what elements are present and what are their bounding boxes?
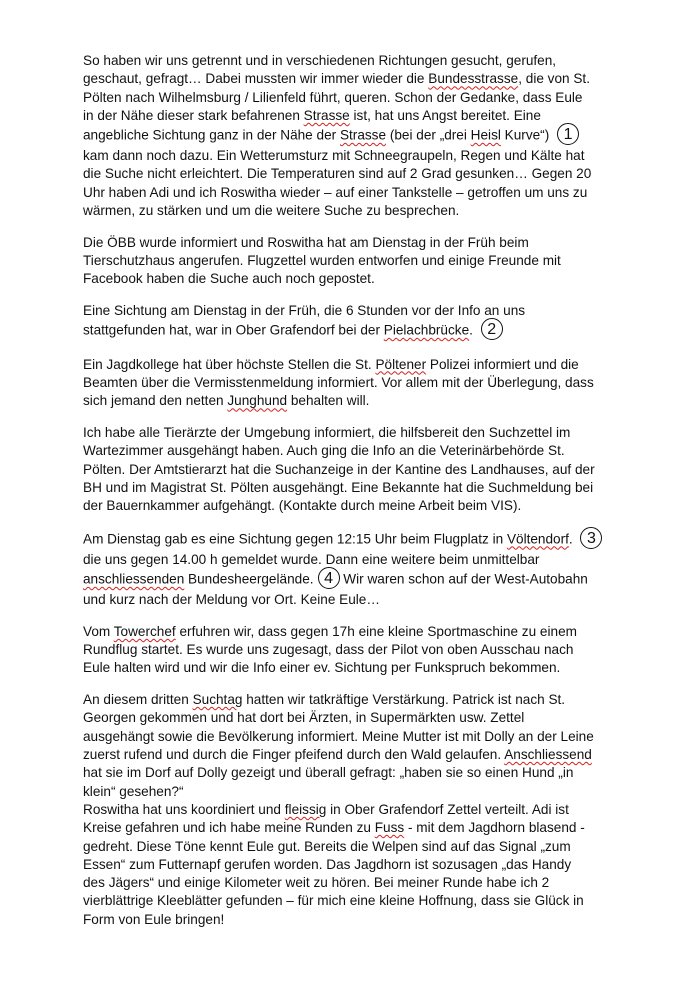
text-line <box>83 424 623 442</box>
text-line <box>83 746 623 764</box>
spellcheck-flagged-word: Pöltener <box>375 356 427 372</box>
text-line <box>83 184 623 202</box>
text-line <box>83 165 623 183</box>
text-line <box>83 479 623 497</box>
text-line <box>83 320 623 342</box>
paragraph <box>83 356 623 411</box>
text-run: und kurz nach der Meldung vor Ort. Keine Eule… <box>83 592 380 608</box>
text-line <box>83 856 623 874</box>
spellcheck-flagged-word: Völtendorf <box>506 531 569 547</box>
text-run: zuerst rufend und durch die Finger pfeifend durch den Wald gelaufen. <box>83 747 505 763</box>
text-line <box>83 911 623 929</box>
text-line <box>83 874 623 892</box>
text-run: . <box>568 531 577 547</box>
text-line <box>83 529 623 551</box>
text-line <box>83 728 623 746</box>
text-line <box>83 819 623 837</box>
paragraph <box>83 691 623 801</box>
text-line <box>83 709 623 727</box>
text-line <box>83 497 623 515</box>
paragraph <box>83 234 623 289</box>
text-run: stattgefunden hat, war in Ober Grafendorf bei der <box>83 322 384 338</box>
text-run: - mit dem Jagdhorn blasend - <box>404 820 585 836</box>
text-run: Form von Eule bringen! <box>83 911 225 927</box>
text-run: Pölten. Der Amtstierarzt hat die Suchanzeige in der Kantine des Landhauses, auf der <box>83 461 595 477</box>
text-line <box>83 70 623 88</box>
spellcheck-flagged-word: Anschliessend <box>504 747 592 763</box>
text-line <box>83 691 623 709</box>
text-run: Uhr haben Adi und ich Roswitha wieder – auf einer Tankstelle – getroffen um uns zu <box>83 184 588 200</box>
text-run: Rundflug startet. Es wurde uns zugesagt, dass der Pilot von oben Ausschau nach <box>83 642 574 658</box>
text-run: vierblättrige Kleeblätter gefunden – für mich eine kleine Hoffnung, dass sie Glück in <box>83 893 584 909</box>
text-run: (bei der „drei <box>386 127 471 143</box>
text-line <box>83 783 623 801</box>
text-run: Facebook haben die Suche auch noch gepostet. <box>83 271 375 287</box>
text-run: die uns gegen 14.00 h gemeldet wurde. Dann eine weitere beim unmittelbar <box>83 551 540 567</box>
text-line <box>83 392 623 410</box>
text-run: Kurve“) <box>500 127 554 143</box>
text-run: wärmen, zu stärken und um die weitere Suche zu besprechen. <box>83 203 460 219</box>
text-line <box>83 461 623 479</box>
text-line <box>83 356 623 374</box>
text-run: Essen“ zum Futternapf gerufen worden. Das Jagdhorn ist sozusagen „das Handy <box>83 856 572 872</box>
text-run: ist, hat uns Angst bereitet. Eine <box>349 107 541 123</box>
paragraph <box>83 623 623 678</box>
spellcheck-flagged-word: Strasse <box>339 127 387 143</box>
text-run: Am Dienstag gab es eine Sichtung gegen 12:15 Uhr beim Flugplatz in <box>83 531 507 547</box>
spellcheck-flagged-word: Strasse <box>303 107 350 123</box>
spellcheck-flagged-word: fleissig <box>284 801 327 817</box>
paragraph <box>83 302 623 342</box>
text-run: Kreise gefahren und ich habe meine Runden zu <box>83 820 375 836</box>
text-run: Vom <box>83 623 114 639</box>
text-run: erfuhren wir, dass gegen 17h eine kleine Sportmaschine zu einem <box>175 623 577 639</box>
text-run: BH und im Magistrat St. Pölten ausgehängt. Eine Bekannte hat die Suchmeldung bei <box>83 479 594 495</box>
text-run: kam dann noch dazu. Ein Wetterumsturz mit Schneegraupeln, Regen und Kälte hat <box>83 148 585 164</box>
circled-number-marker: 2 <box>481 318 503 340</box>
text-line <box>83 764 623 782</box>
text-run: angebliche Sichtung ganz in der Nähe der <box>83 127 340 143</box>
text-line <box>83 234 623 252</box>
text-run: geschaut, gefragt… Dabei mussten wir immer wieder die <box>83 71 429 87</box>
text-run: Wir waren schon auf der West-Autobahn <box>339 571 588 587</box>
text-line <box>83 374 623 392</box>
text-run: die Suche nicht erleichtert. Die Temperaturen sind auf 2 Grad gesunken… Gegen 20 <box>83 166 592 182</box>
text-run: Ein Jagdkollege hat über höchste Stellen die St. <box>83 356 376 372</box>
text-run: in der Nähe dieser stark befahrenen <box>83 107 304 123</box>
text-run: Polizei informiert und die <box>426 356 579 372</box>
spellcheck-flagged-word: anschliessenden <box>83 571 185 587</box>
spellcheck-flagged-word: Fuss <box>374 820 405 836</box>
spellcheck-flagged-word: Heisl <box>470 127 501 143</box>
text-run: klein“ gesehen?“ <box>83 783 184 799</box>
spellcheck-flagged-word: Pielachbrücke <box>383 322 470 338</box>
text-run: , die von St. <box>518 71 590 87</box>
text-run: Die ÖBB wurde informiert und Roswitha hat am Dienstag in der Früh beim <box>83 234 529 250</box>
text-line <box>83 623 623 641</box>
text-run: hatten wir tatkräftige Verstärkung. Patrick ist nach St. <box>242 692 566 708</box>
text-line <box>83 202 623 220</box>
text-run: So haben wir uns getrennt und in verschiedenen Richtungen gesucht, gerufen, <box>83 53 557 68</box>
text-run: Beamten über die Vermisstenmeldung informiert. Vor allem mit der Überlegung, dass <box>83 375 594 391</box>
text-line <box>83 659 623 677</box>
text-run: Ich habe alle Tierärzte der Umgebung informiert, die hilfsbereit den Suchzettel im <box>83 425 571 441</box>
text-run: Tierschutzhaus angerufen. Flugzettel wurden entworfen und einige Freunde mit <box>83 253 561 269</box>
text-line <box>83 147 623 165</box>
text-line <box>83 107 623 125</box>
text-line <box>83 125 623 147</box>
text-line <box>83 569 623 591</box>
text-line <box>83 801 623 819</box>
paragraph <box>83 529 623 610</box>
text-run: gedreht. Diese Töne kennt Eule gut. Bereits die Welpen sind auf das Signal „zum <box>83 838 571 854</box>
text-run: der Bauernkammer aufgehängt. (Kontakte durch meine Arbeit beim VIS). <box>83 498 522 514</box>
text-run: Eine Sichtung am Dienstag in der Früh, die 6 Stunden vor der Info an uns <box>83 303 526 319</box>
text-run: Bundesheergelände. <box>184 571 314 587</box>
circled-number-marker: 1 <box>557 123 579 145</box>
text-line <box>83 270 623 288</box>
text-run: Roswitha hat uns koordiniert und <box>83 801 285 817</box>
text-run: Wartezimmer ausgehängt haben. Auch ging die Info an die Veterinärbehörde St. <box>83 443 565 459</box>
text-line <box>83 89 623 107</box>
text-run: behalten will. <box>287 393 370 409</box>
text-run: . <box>469 322 477 338</box>
text-run: Pölten nach Wilhelmsburg / Lilienfeld führt, queren. Schon der Gedanke, dass Eule <box>83 89 583 105</box>
spellcheck-flagged-word: Suchtag <box>192 692 243 708</box>
paragraph <box>83 801 623 929</box>
text-line <box>83 892 623 910</box>
spellcheck-flagged-word: Bundesstrasse <box>428 71 519 87</box>
paragraph <box>83 52 623 220</box>
text-line <box>83 302 623 320</box>
text-line <box>83 591 623 609</box>
text-run: An diesem dritten <box>83 692 193 708</box>
circled-number-marker: 4 <box>318 567 340 589</box>
text-run: hat sie im Dorf auf Dolly gezeigt und überall gefragt: „haben sie so einen Hund „in <box>83 765 574 781</box>
text-run: in Ober Grafendorf Zettel verteilt. Adi ist <box>326 801 569 817</box>
spellcheck-flagged-word: Junghund <box>227 393 288 409</box>
text-line <box>83 52 623 70</box>
text-run: Georgen gekommen und hat dort bei Ärzten, in Supermärkten usw. Zettel <box>83 710 525 726</box>
text-line <box>83 252 623 270</box>
text-run: Eule halten wird und wir die Info einer ev. Sichtung per Funkspruch bekommen. <box>83 660 561 676</box>
text-line <box>83 442 623 460</box>
text-line <box>83 551 623 569</box>
paragraph <box>83 424 623 515</box>
text-run: ausgehängt sowie die Bevölkerung informiert. Meine Mutter ist mit Dolly an der Leine <box>83 728 594 744</box>
document-page <box>83 52 623 942</box>
text-line <box>83 641 623 659</box>
circled-number-marker: 3 <box>580 527 602 549</box>
text-line <box>83 838 623 856</box>
text-run: des Jägers“ und einige Kilometer weit zu hören. Bei meiner Runde habe ich 2 <box>83 875 550 891</box>
spellcheck-flagged-word: Towerchef <box>113 623 176 639</box>
text-run: sich jemand den netten <box>83 393 228 409</box>
